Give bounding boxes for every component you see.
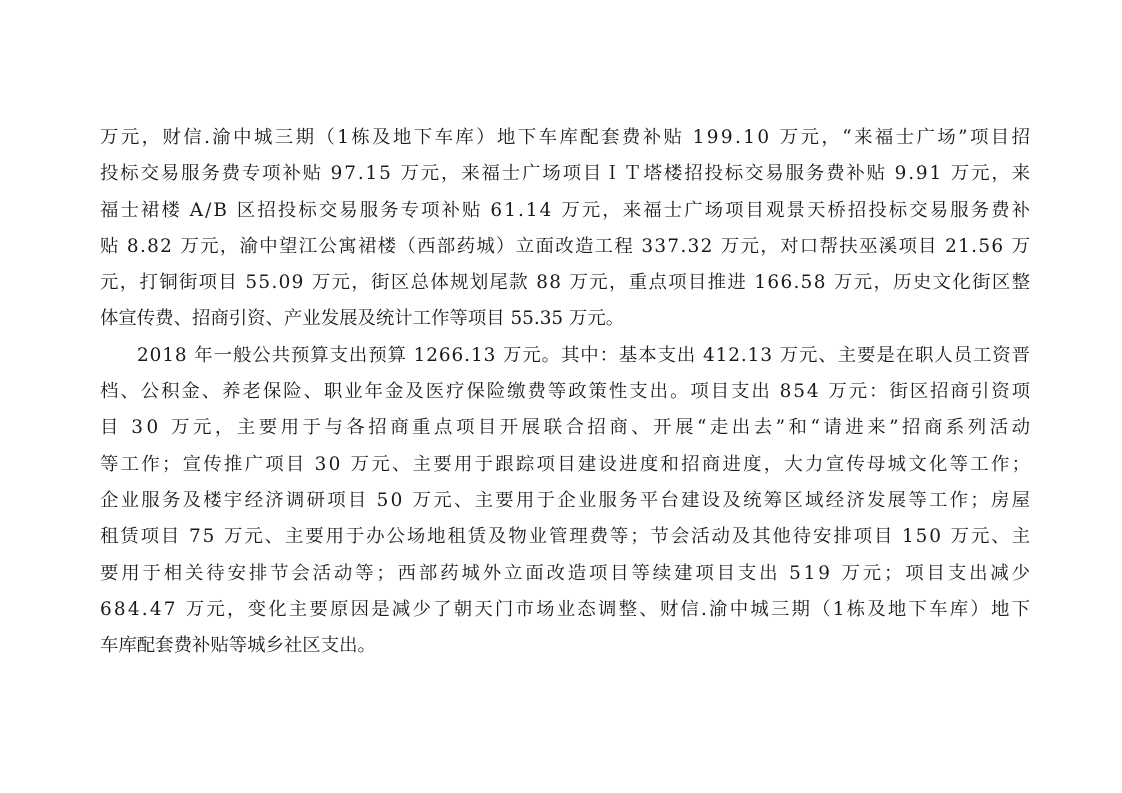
text-line: 元，打铜街项目 55.09 万元，街区总体规划尾款 88 万元，重点项目推进 166.58 万元，历史文化街区整 [100,272,1032,294]
text-line: 档、公积金、养老保险、职业年金及医疗保险缴费等政策性支出。项目支出 854 万元：街区招商引资项 [100,381,1032,403]
text-line: 福士裙楼 A/B 区招投标交易服务专项补贴 61.14 万元，来福士广场项目观景天桥招投标交易服务费补 [100,199,1033,221]
text-line-first: 2018 年一般公共预算支出预算 1266.13 万元。其中：基本支出 412.13 万元、主要是在职人员工资晋 [137,344,1031,366]
text-line: 万元，财信.渝中城三期（1栋及地下车库）地下车库配套费补贴 199.10 万元，“来福士广场”项目招 [100,127,1033,148]
text-line: 租赁项目 75 万元、主要用于办公场地租赁及物业管理费等；节会活动及其他待安排项目 150 万元、主 [100,526,1032,548]
text-line: 目 30 万元，主要用于与各招商重点项目开展联合招商、开展“走出去”和“请进来”招商系列活动 [100,417,1034,439]
text-line: 等工作；宣传推广项目 30 万元、主要用于跟踪项目建设进度和招商进度，大力宣传母城文化等工作； [100,453,1033,475]
text-line-last: 车库配套费补贴等城乡社区支出。 [100,635,376,657]
text-line: 企业服务及楼宇经济调研项目 50 万元、主要用于企业服务平台建设及统筹区域经济发展等工作；房屋 [100,489,1033,511]
text-line: 贴 8.82 万元，渝中望江公寓裙楼（西部药城）立面改造工程 337.32 万元，对口帮扶巫溪项目 21.56 万 [100,235,1032,257]
text-line-last: 体宣传费、招商引资、产业发展及统计工作等项目 55.35 万元。 [100,308,625,330]
paragraph-1 [100,120,1033,338]
body-text [100,120,1034,664]
text-line: 684.47 万元，变化主要原因是减少了朝天门市场业态调整、财信.渝中城三期（1栋及地下车库）地下 [100,598,1033,620]
text-line: 投标交易服务费专项补贴 97.15 万元，来福士广场项目ＩＴ塔楼招投标交易服务费补贴 9.91 万元，来 [100,163,1032,185]
text-line: 要用于相关待安排节会活动等；西部药城外立面改造项目等续建项目支出 519 万元；项目支出减少 [100,562,1033,584]
paragraph-2 [100,338,1034,665]
